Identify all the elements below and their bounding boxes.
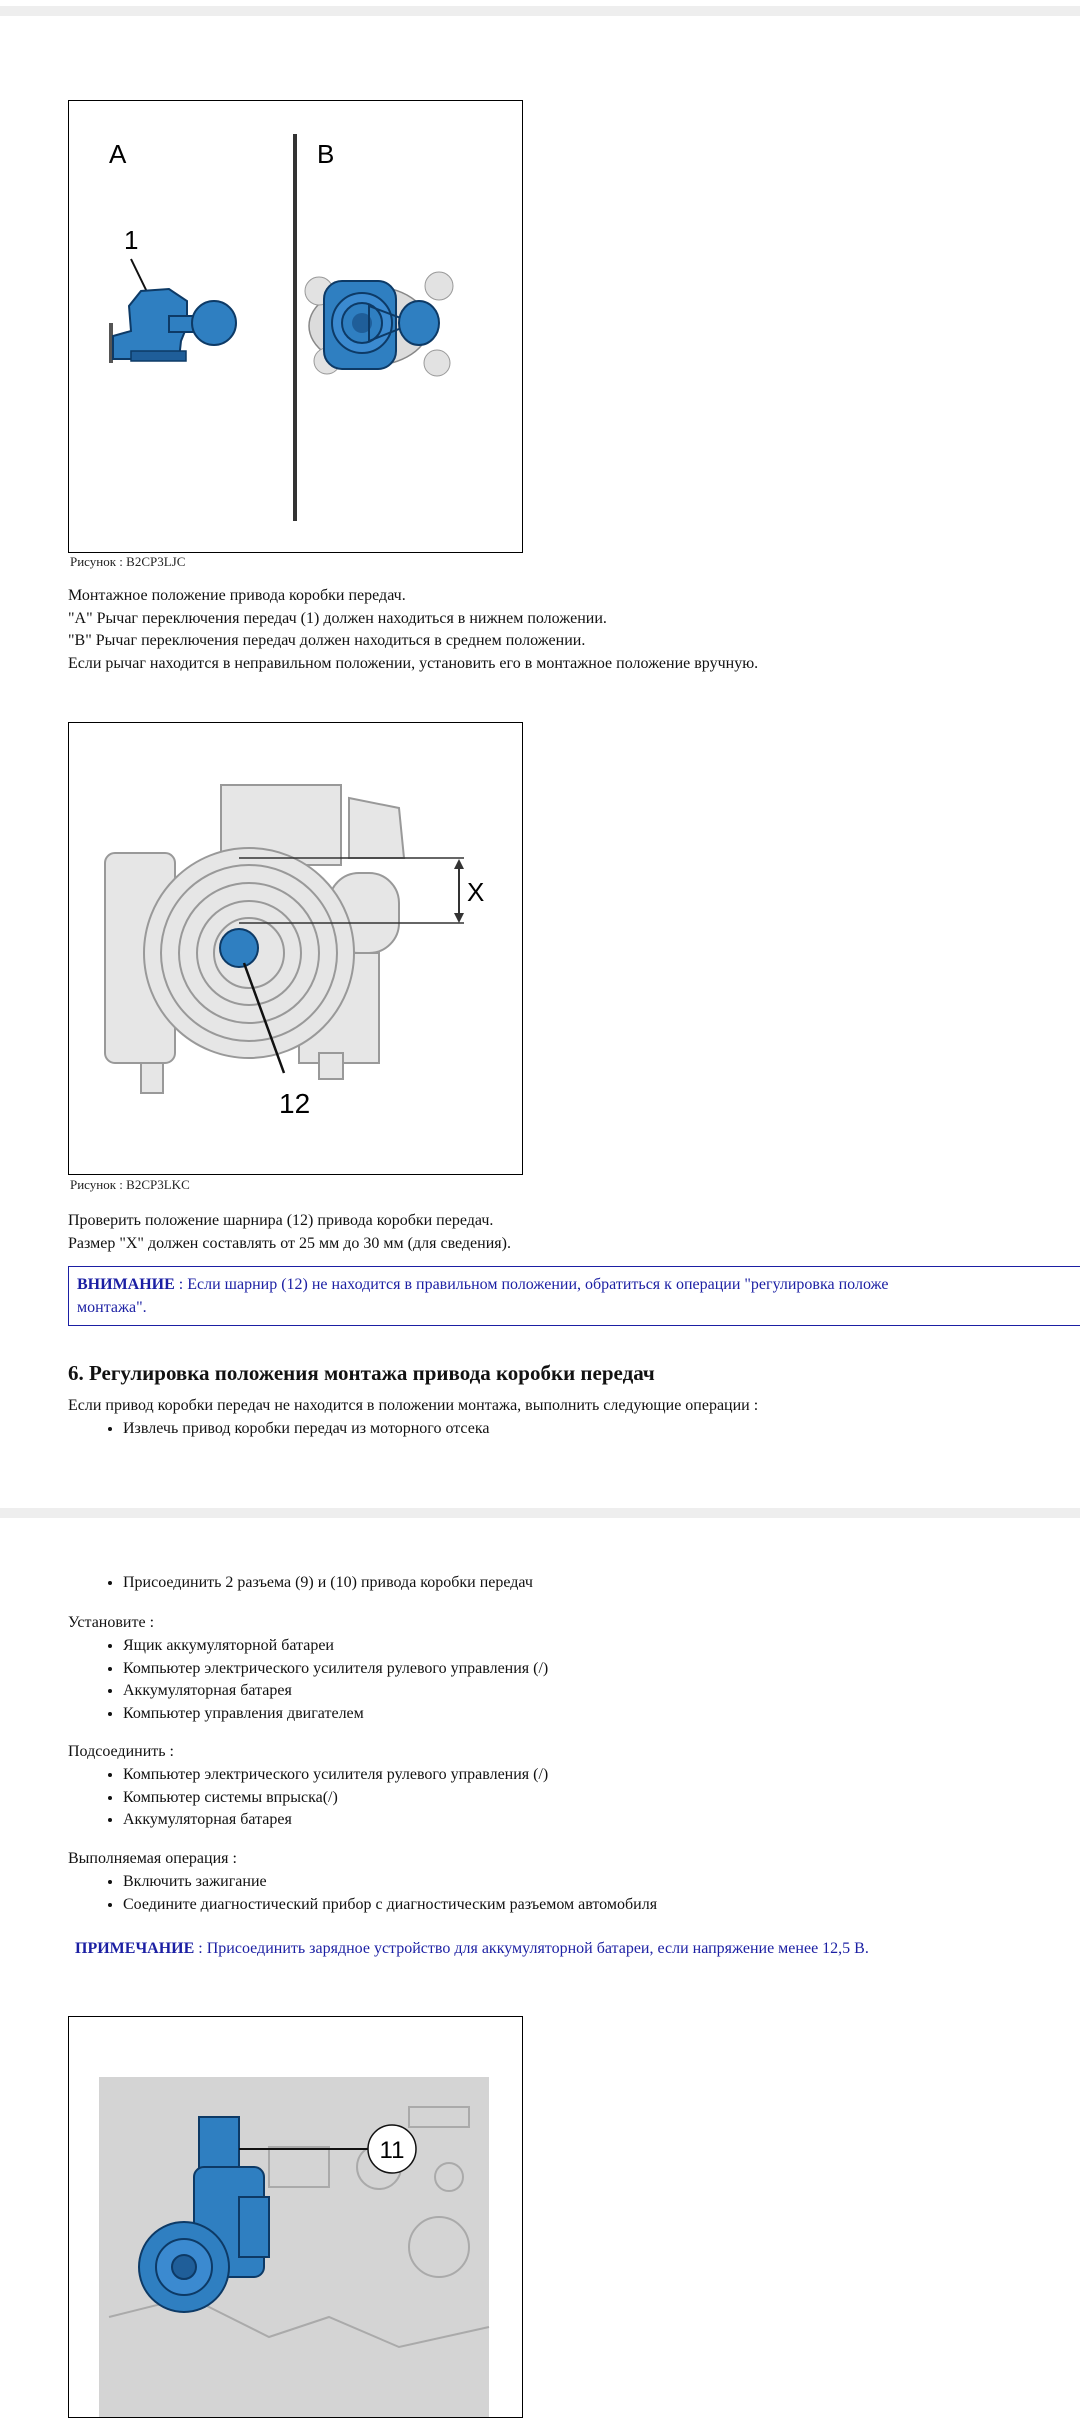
operation-list [68, 1871, 657, 1916]
connect-connectors-list [68, 1572, 533, 1595]
text-line: Монтажное положение привода коробки передач. [68, 587, 406, 604]
remark-note [75, 1940, 869, 1958]
dimension-x-label: X [467, 877, 485, 907]
list-item: • Соедините диагностический прибор с диагностическим разъемом автомобиля [123, 1894, 657, 1917]
page-separator-top [0, 6, 1080, 16]
operation-label: Выполняемая операция : [68, 1850, 237, 1867]
list-item: • Компьютер электрического усилителя рулевого управления (/) [123, 1764, 548, 1787]
figure-gear-lever-positions [68, 100, 523, 553]
callout-12: 12 [279, 1088, 311, 1119]
list-item: • Компьютер электрического усилителя рулевого управления (/) [123, 1658, 548, 1681]
gear-lever-low-position [109, 289, 236, 363]
list-item: • Ящик аккумуляторной батареи [123, 1635, 548, 1658]
remark-label: ПРИМЕЧАНИЕ [75, 1940, 195, 1957]
mounting-position-text [68, 585, 758, 675]
list-item: • Извлечь привод коробки передач из моторного отсека [123, 1418, 489, 1441]
remark-text: : Присоединить зарядное устройство для аккумуляторной батареи, если напряжение менее 12,5 В. [194, 1940, 869, 1957]
warning-text-continued: монтажа". [77, 1299, 147, 1316]
panel-a-label: A [109, 139, 127, 169]
figure-joint-position [68, 722, 523, 1175]
install-list [68, 1635, 548, 1725]
text-line: "B" Рычаг переключения передач должен находиться в среднем положении. [68, 632, 586, 649]
callout-1: 1 [124, 225, 139, 255]
install-label: Установите : [68, 1614, 155, 1631]
callout-11: 11 [379, 2137, 405, 2164]
list-item: • Компьютер управления двигателем [123, 1703, 548, 1726]
connect-label: Подсоединить : [68, 1743, 174, 1760]
text-line: Проверить положение шарнира (12) привода коробки передач. [68, 1212, 494, 1229]
figure1-caption: Рисунок : B2CP3LJC [70, 554, 186, 569]
panel-b-label: B [317, 139, 335, 169]
text-line: Если рычаг находится в неправильном положении, установить его в монтажное положение вручную. [68, 654, 759, 672]
figure2-caption: Рисунок : B2CP3LKC [70, 1177, 190, 1192]
section-intro: Если привод коробки передач не находится в положении монтажа, выполнить следующие операции : [68, 1397, 759, 1414]
warning-text: : Если шарнир (12) не находится в правильном положении, обратиться к операции "регулировка положе [174, 1276, 889, 1293]
text-line: Размер "X" должен составлять от 25 мм до 30 мм (для сведения). [68, 1234, 511, 1252]
list-item: • Аккумуляторная батарея [123, 1680, 548, 1703]
joint-check-text [68, 1210, 511, 1255]
warning-label: ВНИМАНИЕ [77, 1276, 175, 1293]
figure-actuator-in-engine-bay [68, 2016, 523, 2418]
gear-lever-middle-position [305, 272, 453, 376]
section-title: 6. Регулировка положения монтажа привода коробки передач [68, 1361, 655, 1385]
list-item: • Присоединить 2 разъема (9) и (10) привода коробки передач [123, 1572, 533, 1595]
list-item: • Включить зажигание [123, 1871, 657, 1894]
joint-12 [220, 929, 258, 967]
text-line: "A" Рычаг переключения передач (1) должен находиться в нижнем положении. [68, 609, 607, 627]
page-separator [0, 1508, 1080, 1518]
list-item: • Компьютер системы впрыска(/) [123, 1787, 548, 1810]
warning-box [68, 1266, 1080, 1326]
list-item: • Аккумуляторная батарея [123, 1809, 548, 1832]
connect-list [68, 1764, 548, 1832]
section-steps [68, 1418, 489, 1441]
